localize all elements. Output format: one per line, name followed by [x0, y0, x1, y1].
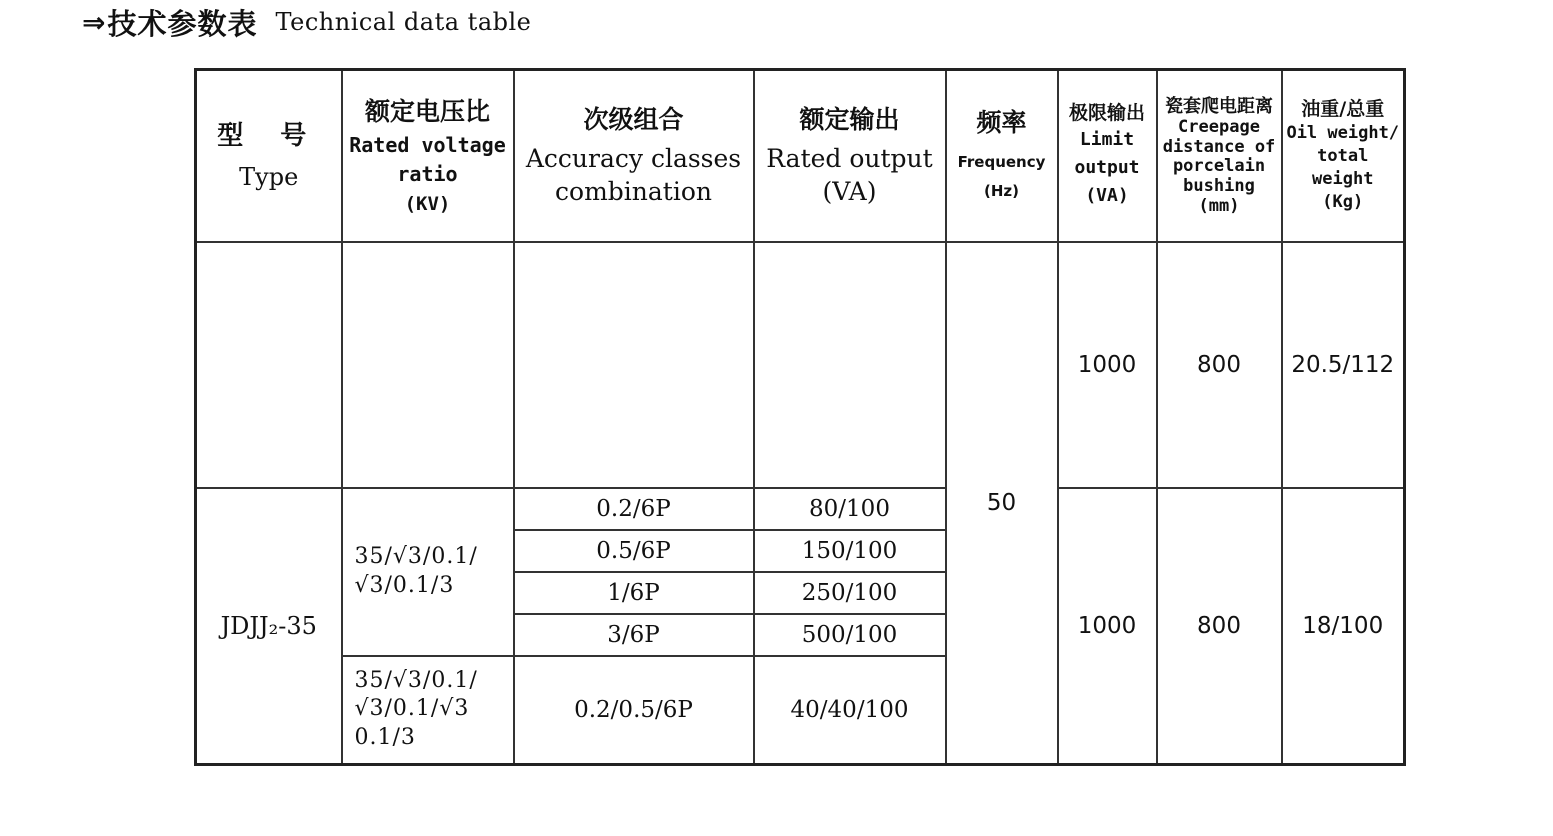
blank-cell — [342, 242, 514, 488]
header-rated-voltage-ratio: 额定电压比 Rated voltage ratio (KV) — [342, 70, 514, 243]
creepage-value: 800 — [1157, 242, 1282, 488]
header-creepage-distance: 瓷套爬电距离 Creepage distance of porcelain bushing (mm) — [1157, 70, 1282, 243]
blank-cell — [754, 242, 946, 488]
accuracy-class-value: 3/6P — [514, 614, 754, 656]
table-row — [196, 488, 1405, 530]
rated-output-value: 80/100 — [754, 488, 946, 530]
creepage-value: 800 — [1157, 488, 1282, 764]
rated-output-value: 250/100 — [754, 572, 946, 614]
header-type: 型 号 Type — [196, 70, 342, 243]
rated-output-value: 40/40/100 — [754, 656, 946, 764]
ratio-value: 35/√3/0.1/ √3/0.1/√3 0.1/3 — [342, 656, 514, 764]
arrow-icon: ⇒ — [82, 5, 106, 39]
blank-cell — [196, 242, 342, 488]
limit-output-value: 1000 — [1058, 488, 1157, 764]
weight-value: 20.5/112 — [1282, 242, 1405, 488]
rated-output-value: 500/100 — [754, 614, 946, 656]
frequency-value: 50 — [946, 242, 1058, 764]
accuracy-class-value: 0.5/6P — [514, 530, 754, 572]
ratio-value: 35/√3/0.1/ √3/0.1/3 — [342, 488, 514, 656]
header-limit-output: 极限输出 Limit output (VA) — [1058, 70, 1157, 243]
title-chinese: 技术参数表 — [107, 6, 258, 41]
title-english: Technical data table — [275, 8, 532, 36]
header-accuracy-classes: 次级组合 Accuracy classes combination — [514, 70, 754, 243]
accuracy-class-value: 0.2/0.5/6P — [514, 656, 754, 764]
header-row — [196, 70, 1405, 243]
header-frequency: 频率 Frequency (Hz) — [946, 70, 1058, 243]
weight-value: 18/100 — [1282, 488, 1405, 764]
header-oil-weight: 油重/总重 Oil weight/ total weight (Kg) — [1282, 70, 1405, 243]
blank-cell — [514, 242, 754, 488]
section-title — [82, 2, 531, 42]
limit-output-value: 1000 — [1058, 242, 1157, 488]
header-rated-output: 额定输出 Rated output (VA) — [754, 70, 946, 243]
table-row — [196, 242, 1405, 488]
accuracy-class-value: 0.2/6P — [514, 488, 754, 530]
rated-output-value: 150/100 — [754, 530, 946, 572]
accuracy-class-value: 1/6P — [514, 572, 754, 614]
type-value: JDJJ₂-35 — [196, 488, 342, 764]
technical-data-table — [194, 68, 1406, 766]
